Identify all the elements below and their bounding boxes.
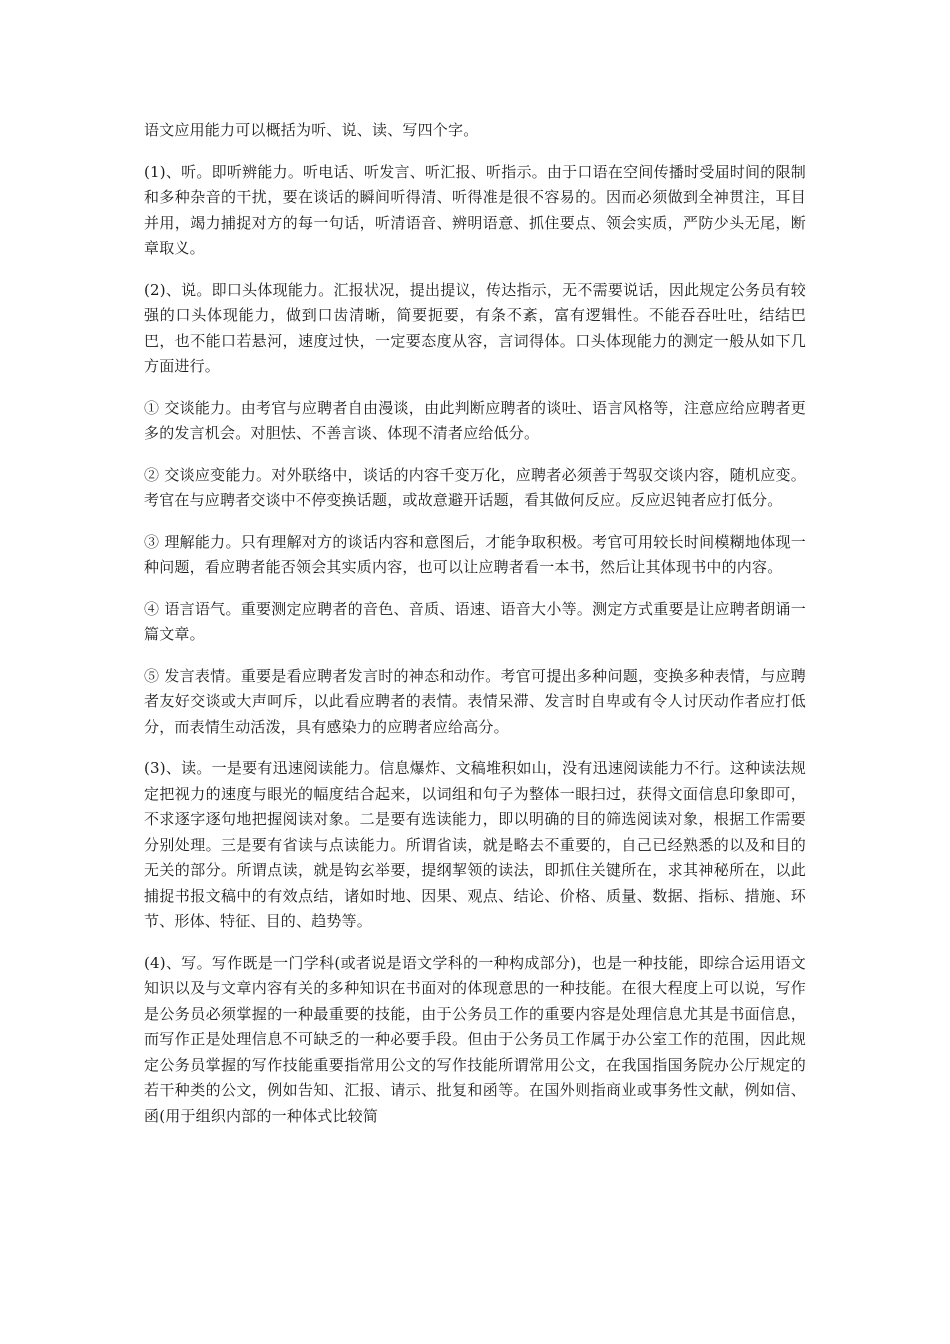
conversation-ability-paragraph: ① 交谈能力。由考官与应聘者自由漫谈，由此判断应聘者的谈吐、语言风格等，注意应给应聘者更多的发言机会。对胆怯、不善言谈、体现不清者应给低分。 (144, 398, 806, 442)
listening-paragraph: (1)、听。即听辨能力。听电话、听发言、听汇报、听指示。由于口语在空间传播时受届时间的限制和多种杂音的干扰，要在谈话的瞬间听得清、听得准是很不容易的。因而必须做到全神贯注，耳目并用，竭力捕捉对方的每一句话，听清语音、辨明语意、抓住要点、领会实质，严防少头无尾，断章取义。 (144, 162, 806, 257)
speaking-paragraph: (2)、说。即口头体现能力。汇报状况，提出提议，传达指示，无不需要说话，因此规定公务员有较强的口头体现能力，做到口齿清晰，简要扼要，有条不紊，富有逻辑性。不能吞吞吐吐，结结巴巴，也不能口若悬河，速度过快，一定要态度从容，言词得体。口头体现能力的测定一般从如下几方面进行。 (144, 280, 806, 375)
document-body (144, 118, 806, 1145)
tone-paragraph: ④ 语言语气。重要测定应聘者的音色、音质、语速、语音大小等。测定方式重要是让应聘者朗诵一篇文章。 (144, 599, 806, 643)
reading-paragraph: (3)、读。一是要有迅速阅读能力。信息爆炸、文稿堆积如山，没有迅速阅读能力不行。这种读法规定把视力的速度与眼光的幅度结合起来，以词组和句子为整体一眼扫过，获得文面信息印象即可，不求逐字逐句地把握阅读对象。二是要有选读能力，即以明确的目的筛选阅读对象，根据工作需要分别处理。三是要有省读与点读能力。所谓省读，就是略去不重要的，自己已经熟悉的以及和目的无关的部分。所谓点读，就是钩玄举要，提纲挈领的读法，即抓住关键所在，求其神秘所在，以此捕捉书报文稿中的有效点结，诸如时地、因果、观点、结论、价格、质量、数据、指标、措施、环节、形体、特征、目的、趋势等。 (144, 759, 806, 930)
comprehension-paragraph: ③ 理解能力。只有理解对方的谈话内容和意图后，才能争取积极。考官可用较长时间模糊地体现一种问题，看应聘者能否领会其实质内容，也可以让应聘者看一本书，然后让其体现书中的内容。 (144, 532, 806, 576)
writing-paragraph: (4)、写。写作既是一门学科(或者说是语文学科的一种构成部分)，也是一种技能，即综合运用语文知识以及与文章内容有关的多种知识在书面对的体现意思的一种技能。在很大程度上可以说，写作是公务员必须掌握的一种最重要的技能，由于公务员工作的重要内容是处理信息尤其是书面信息，而写作正是处理信息不可缺乏的一种必要手段。但由于公务员工作属于办公室工作的范围，因此规定公务员掌握的写作技能重要指常用公文的写作技能所谓常用公文，在我国指国务院办公厅规定的若干种类的公文，例如告知、汇报、请示、批复和函等。在国外则指商业或事务性文献，例如信、函(用于组织内部的一种体式比较简 (144, 953, 806, 1125)
expression-paragraph: ⑤ 发言表情。重要是看应聘者发言时的神态和动作。考官可提出多种问题，变换多种表情，与应聘者友好交谈或大声呵斥，以此看应聘者的表情。表情呆滞、发言时自卑或有令人讨厌动作者应打低分，而表情生动活泼，具有感染力的应聘者应给高分。 (144, 666, 806, 736)
intro-paragraph: 语文应用能力可以概括为听、说、读、写四个字。 (144, 121, 479, 139)
conversation-adaptability-paragraph: ② 交谈应变能力。对外联络中，谈话的内容千变万化，应聘者必须善于驾驭交谈内容，随机应变。考官在与应聘者交谈中不停变换话题，或故意避开话题，看其做何反应。反应迟钝者应打低分。 (144, 465, 806, 509)
